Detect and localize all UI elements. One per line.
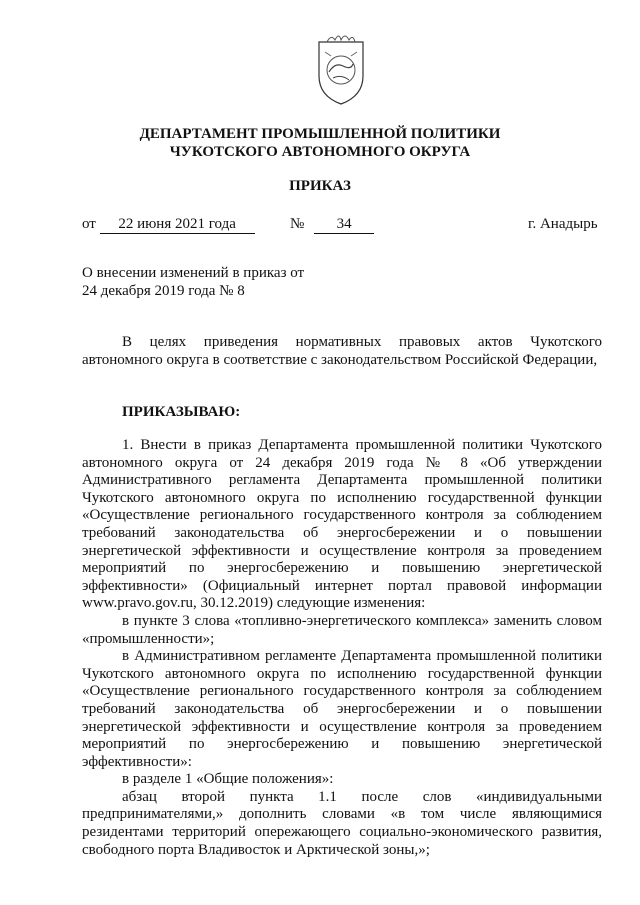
number-label: №	[290, 216, 305, 232]
order-place: г. Анадырь	[528, 216, 598, 232]
order-date-row	[82, 215, 255, 234]
document-type: ПРИКАЗ	[289, 178, 351, 194]
department-title-line2: ЧУКОТСКОГО АВТОНОМНОГО ОКРУГА	[169, 144, 471, 160]
body-paragraph: абзац второй пункта 1.1 после слов «индивидуальными предпринимателями,» дополнить словами «в том числе являющимися резидентами территорий опережающего социально-экономического развития, свободного порта Владивосток и Арктической зоны,»;	[82, 788, 602, 858]
department-title-line1: ДЕПАРТАМЕНТ ПРОМЫШЛЕННОЙ ПОЛИТИКИ	[139, 126, 501, 142]
coat-of-arms-emblem	[305, 28, 377, 108]
body-paragraph: 1. Внести в приказ Департамента промышленной политики Чукотского автономного округа от 24 декабря 2019 года № 8 «Об утверждении Административного регламента Департамента промышленной политики Чукотского автономного округа по исполнению государственной функции «Осуществление регионального государственного контроля за соблюдением требований законодательства об энергосбережении и о повышении энергетической эффективности и осуществление контроля за проведением мероприятий по энергосбережению и повышению энергетической эффективности» (Официальный интернет портал правовой информации www.pravo.gov.ru, 30.12.2019) следующие изменения:	[82, 437, 602, 612]
body-paragraph: в разделе 1 «Общие положения»:	[122, 771, 334, 788]
order-directive-word: ПРИКАЗЫВАЮ:	[122, 404, 241, 420]
order-subject: О внесении изменений в приказ от 24 декабря 2019 года № 8	[82, 265, 305, 299]
order-date: 22 июня 2021 года	[100, 215, 255, 234]
coat-of-arms-icon	[305, 28, 377, 108]
body-paragraph: в Административном регламенте Департамента промышленной политики Чукотского автономного округа по исполнению государственной функции «Осуществление регионального государственного контроля за соблюдением требований законодательства об энергосбережении и о повышении энергетической эффективности и осуществление контроля за проведением мероприятий по энергосбережению и повышению энергетической эффективности»:	[82, 648, 602, 770]
order-body	[82, 437, 602, 859]
order-number-row	[290, 215, 374, 234]
body-paragraph: в пункте 3 слова «топливно-энергетического комплекса» заменить словом «промышленности»;	[82, 612, 602, 647]
date-label: от	[82, 216, 96, 232]
preamble-paragraph: В целях приведения нормативных правовых актов Чукотского автономного округа в соответствие с законодательством Российской Федерации,	[82, 334, 602, 368]
order-number: 34	[314, 215, 374, 234]
